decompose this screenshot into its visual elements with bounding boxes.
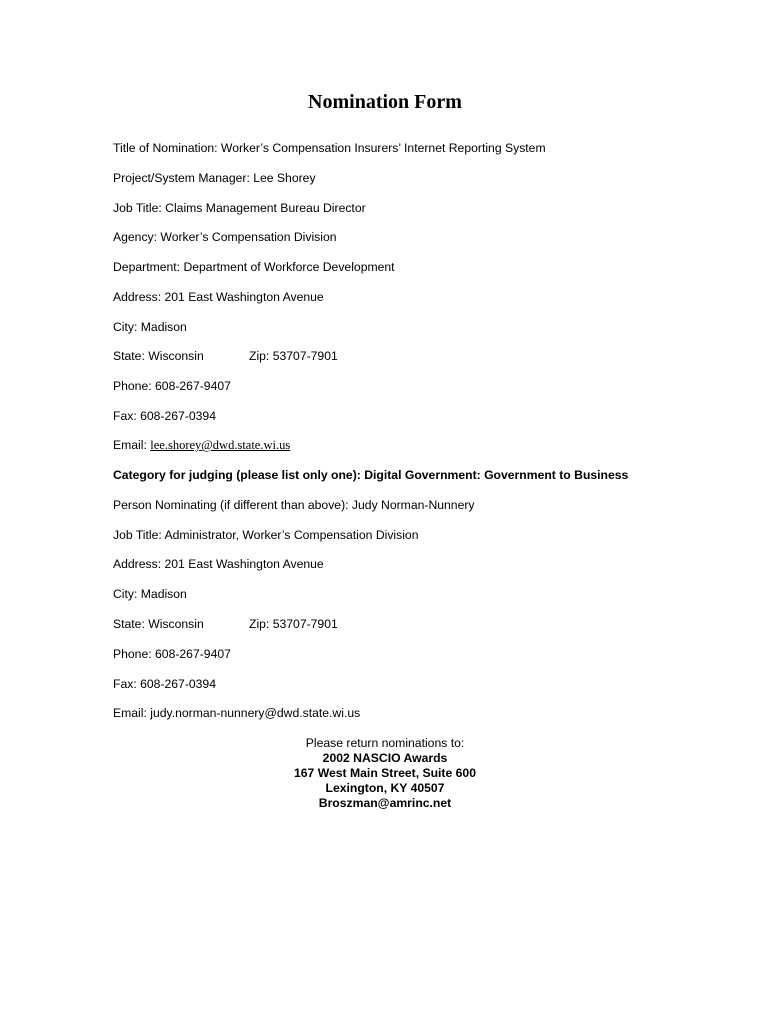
nominator-email-line: Email: judy.norman-nunnery@dwd.state.wi.us — [113, 706, 361, 720]
return-street: 167 West Main Street, Suite 600 — [294, 766, 476, 780]
nominator-state-text: State: Wisconsin — [113, 617, 204, 631]
address-line: Address: 201 East Washington Avenue — [113, 290, 324, 304]
return-email: Broszman@amrinc.net — [318, 796, 452, 810]
return-intro: Please return nominations to: — [305, 736, 465, 750]
nominator-job-title-line: Job Title: Administrator, Worker’s Compensation Division — [113, 528, 419, 542]
city-line: City: Madison — [113, 320, 187, 334]
nominator-fax-line: Fax: 608-267-0394 — [113, 677, 216, 691]
phone-line: Phone: 608-267-9407 — [113, 379, 231, 393]
nominator-city-line: City: Madison — [113, 587, 187, 601]
nominator-phone-line: Phone: 608-267-9407 — [113, 647, 231, 661]
nomination-title-line: Title of Nomination: Worker’s Compensation Insurers’ Internet Reporting System — [113, 141, 546, 155]
nominator-state-zip-line — [113, 617, 338, 631]
state-zip-line — [113, 349, 338, 363]
zip-text: Zip: 53707-7901 — [249, 349, 338, 363]
return-city: Lexington, KY 40507 — [325, 781, 445, 795]
nominator-zip-text: Zip: 53707-7901 — [249, 617, 338, 631]
job-title-line: Job Title: Claims Management Bureau Director — [113, 201, 366, 215]
email-line — [113, 438, 290, 452]
nominator-address-line: Address: 201 East Washington Avenue — [113, 557, 324, 571]
page-title: Nomination Form — [308, 91, 462, 113]
manager-line: Project/System Manager: Lee Shorey — [113, 171, 316, 185]
nominator-person-line: Person Nominating (if different than above): Judy Norman-Nunnery — [113, 498, 475, 512]
email-label: Email: — [113, 438, 147, 452]
category-line: Category for judging (please list only one): Digital Government: Government to Business — [113, 468, 629, 482]
agency-line: Agency: Worker’s Compensation Division — [113, 230, 337, 244]
email-link[interactable]: lee.shorey@dwd.state.wi.us — [150, 438, 291, 452]
state-text: State: Wisconsin — [113, 349, 204, 363]
fax-line: Fax: 608-267-0394 — [113, 409, 216, 423]
return-org: 2002 NASCIO Awards — [322, 751, 448, 765]
department-line: Department: Department of Workforce Development — [113, 260, 395, 274]
return-address-block — [0, 736, 770, 811]
